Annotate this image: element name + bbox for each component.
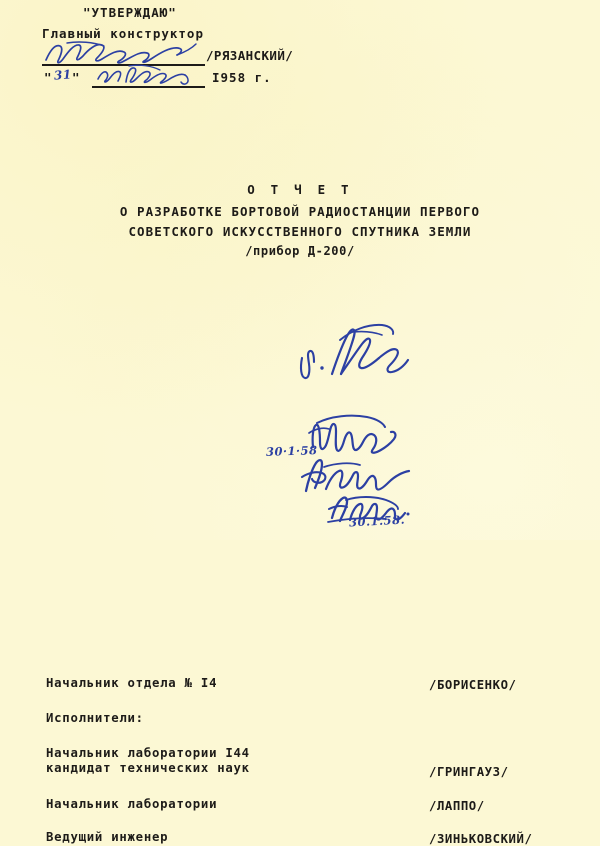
- approval-header-block: [0, 0, 330, 100]
- report-subject-line-1: О РАЗРАБОТКЕ БОРТОВОЙ РАДИОСТАНЦИИ ПЕРВОГО: [119, 204, 481, 219]
- signatory-role-gringauz-line2: кандидат технических наук: [46, 761, 250, 775]
- handwritten-month: [96, 64, 194, 86]
- handwritten-day: 31: [53, 67, 73, 83]
- signatory-role-zinkovsky: Ведущий инженер: [46, 830, 169, 844]
- page-title: О Т Ч Е Т: [247, 182, 353, 197]
- chief-designer-name: /РЯЗАНСКИЙ/: [206, 48, 294, 63]
- date-rule: [92, 86, 205, 88]
- handwritten-date-gringauz: 30·1·58: [265, 443, 318, 459]
- signatory-name-lappo: /ЛАППО/: [429, 799, 485, 813]
- signatory-role-gringauz-line1: Начальник лаборатории I44: [46, 746, 250, 760]
- report-title-block: [0, 182, 600, 258]
- approval-label: "УТВЕРЖДАЮ": [83, 5, 177, 20]
- performers-label: Исполнители:: [46, 711, 144, 725]
- signature-rule-top: [42, 64, 205, 66]
- signatory-role-borisenko: Начальник отдела № I4: [46, 676, 218, 690]
- report-subject-line-2: СОВЕТСКОГО ИСКУССТВЕННОГО СПУТНИКА ЗЕМЛИ: [128, 224, 472, 239]
- chief-designer-label: Главный конструктор: [42, 26, 204, 41]
- approval-year-label: I958 г.: [212, 70, 272, 85]
- signatory-name-gringauz: /ГРИНГАУЗ/: [429, 765, 509, 779]
- signatory-name-borisenko: /БОРИСЕНКО/: [429, 678, 517, 692]
- date-quote-close: ": [72, 70, 80, 85]
- signature-ryazansky: [44, 40, 202, 66]
- signature-block: [0, 330, 600, 846]
- signatory-role-lappo: Начальник лаборатории: [46, 797, 218, 811]
- handwritten-date-zinkovsky: 30.1.58.: [348, 512, 406, 530]
- device-designation: /прибор Д-200/: [245, 244, 355, 258]
- date-quote-open: ": [44, 70, 52, 85]
- signatory-name-zinkovsky: /ЗИНЬКОВСКИЙ/: [429, 832, 533, 846]
